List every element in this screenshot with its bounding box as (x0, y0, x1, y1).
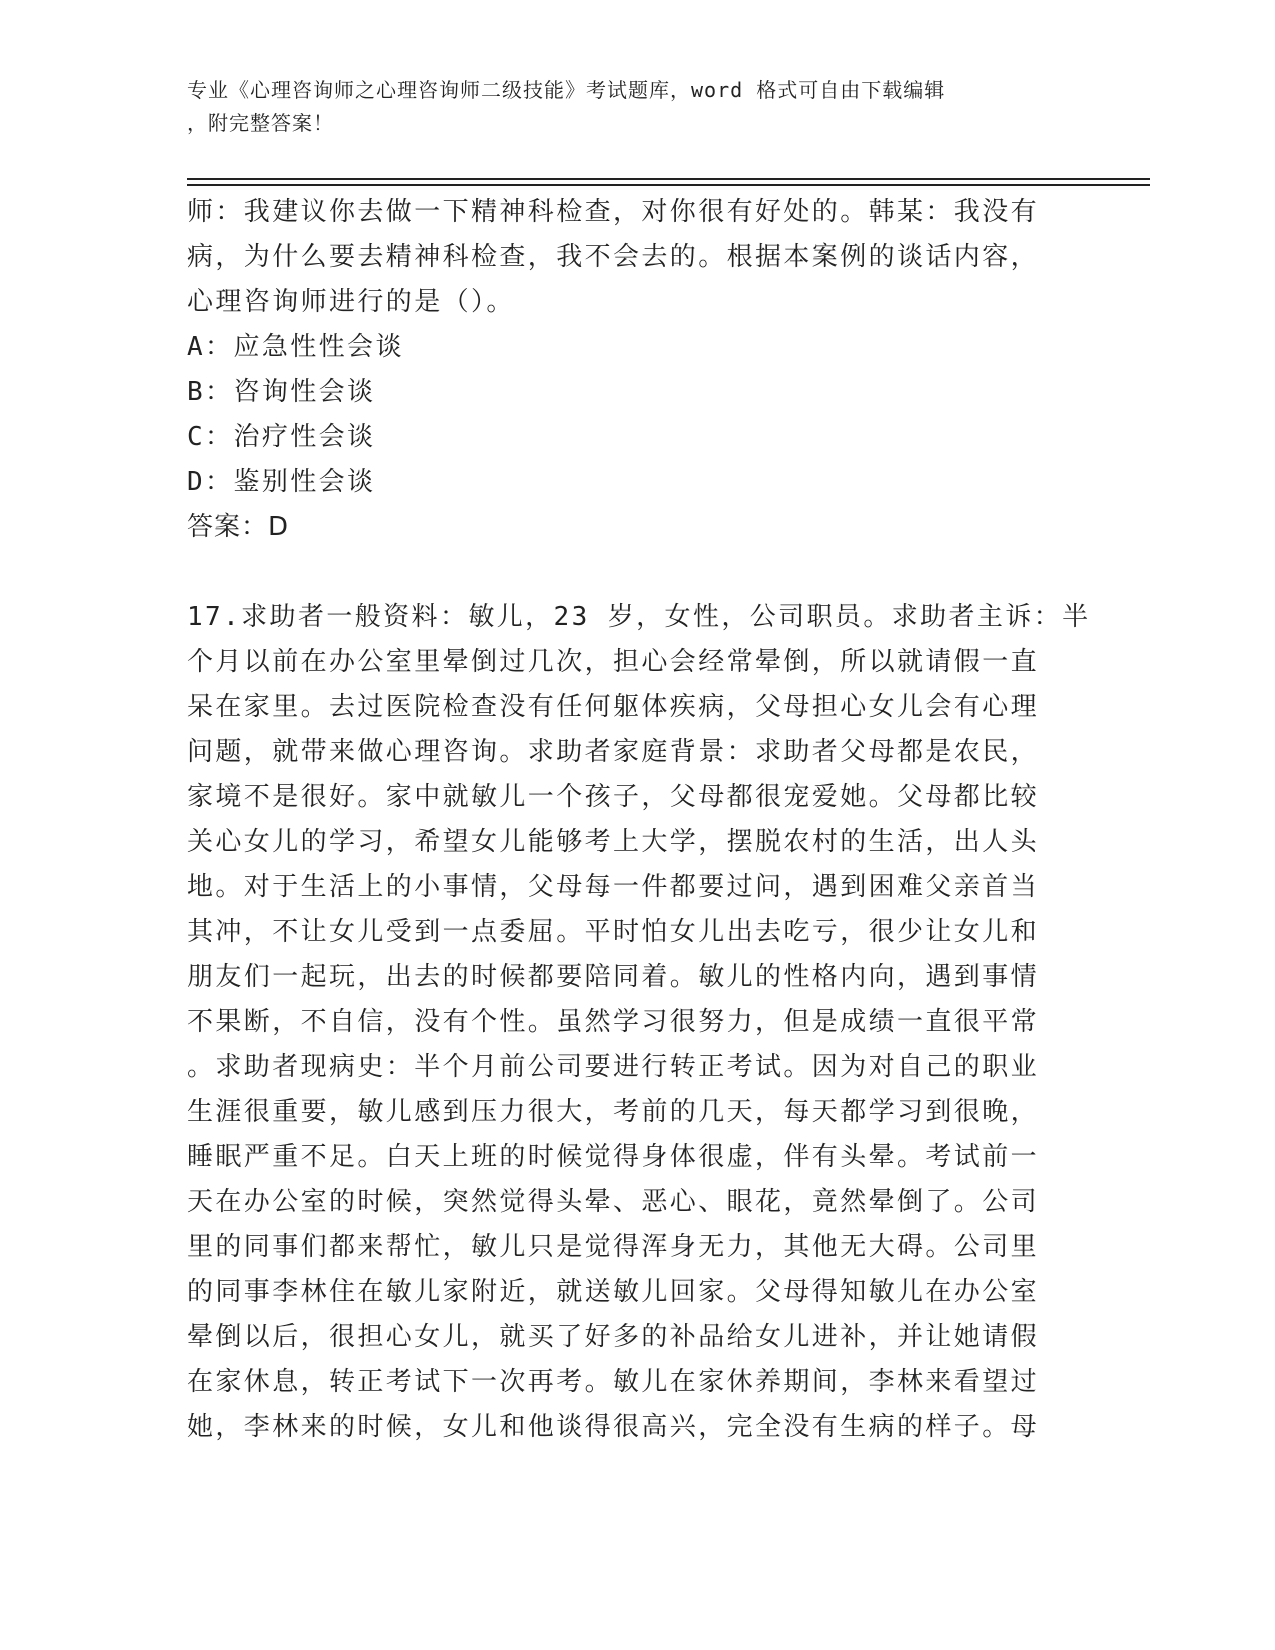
option-b: B：咨询性会谈 (187, 377, 376, 407)
question-17-line: 17.求助者一般资料：敏儿，23 岁，女性，公司职员。求助者主诉：半 (187, 602, 1091, 632)
question-17-line: 。求助者现病史：半个月前公司要进行转正考试。因为对自己的职业 (187, 1052, 1040, 1082)
header-line-2: ，附完整答案！ (187, 111, 334, 135)
question-17 (187, 595, 1091, 1450)
document-body (187, 190, 1091, 1450)
question-17-line: 关心女儿的学习，希望女儿能够考上大学，摆脱农村的生活，出人头 (187, 827, 1040, 857)
answer-label: 答案：D (187, 512, 290, 542)
header-rule-top (187, 178, 1150, 180)
question-17-line: 晕倒以后，很担心女儿，就买了好多的补品给女儿进补，并让她请假 (187, 1322, 1040, 1352)
page-header (187, 74, 1067, 140)
question-16 (187, 190, 1087, 550)
question-17-line: 睡眠严重不足。白天上班的时候觉得身体很虚，伴有头晕。考试前一 (187, 1142, 1040, 1172)
question-stem-line: 师：我建议你去做一下精神科检查，对你很有好处的。韩某：我没有 (187, 197, 1040, 227)
question-17-line: 呆在家里。去过医院检查没有任何躯体疾病，父母担心女儿会有心理 (187, 692, 1040, 722)
header-rule-bottom (187, 184, 1150, 186)
option-c: C：治疗性会谈 (187, 422, 376, 452)
header-line-1: 专业《心理咨询师之心理咨询师二级技能》考试题库，word 格式可自由下载编辑 (187, 78, 946, 102)
question-17-line: 其冲，不让女儿受到一点委屈。平时怕女儿出去吃亏，很少让女儿和 (187, 917, 1040, 947)
question-17-line: 里的同事们都来帮忙，敏儿只是觉得浑身无力，其他无大碍。公司里 (187, 1232, 1040, 1262)
question-17-line: 地。对于生活上的小事情，父母每一件都要过问，遇到困难父亲首当 (187, 872, 1040, 902)
question-17-line: 不果断，不自信，没有个性。虽然学习很努力，但是成绩一直很平常 (187, 1007, 1040, 1037)
section-gap (187, 550, 1087, 595)
question-stem-line: 心理咨询师进行的是（）。 (187, 287, 515, 317)
question-17-line: 生涯很重要，敏儿感到压力很大，考前的几天，每天都学习到很晚， (187, 1097, 1040, 1127)
question-17-line: 个月以前在办公室里晕倒过几次，担心会经常晕倒，所以就请假一直 (187, 647, 1040, 677)
question-17-line: 她，李林来的时候，女儿和他谈得很高兴，完全没有生病的样子。母 (187, 1412, 1040, 1442)
question-17-line: 家境不是很好。家中就敏儿一个孩子，父母都很宠爱她。父母都比较 (187, 782, 1040, 812)
question-17-line: 的同事李林住在敏儿家附近，就送敏儿回家。父母得知敏儿在办公室 (187, 1277, 1040, 1307)
option-d: D：鉴别性会谈 (187, 467, 376, 497)
question-17-line: 天在办公室的时候，突然觉得头晕、恶心、眼花，竟然晕倒了。公司 (187, 1187, 1040, 1217)
question-17-line: 问题，就带来做心理咨询。求助者家庭背景：求助者父母都是农民， (187, 737, 1040, 767)
question-17-line: 朋友们一起玩，出去的时候都要陪同着。敏儿的性格内向，遇到事情 (187, 962, 1040, 992)
question-17-line: 在家休息，转正考试下一次再考。敏儿在家休养期间，李林来看望过 (187, 1367, 1040, 1397)
question-stem-line: 病，为什么要去精神科检查，我不会去的。根据本案例的谈话内容， (187, 242, 1040, 272)
option-a: A：应急性性会谈 (187, 332, 404, 362)
